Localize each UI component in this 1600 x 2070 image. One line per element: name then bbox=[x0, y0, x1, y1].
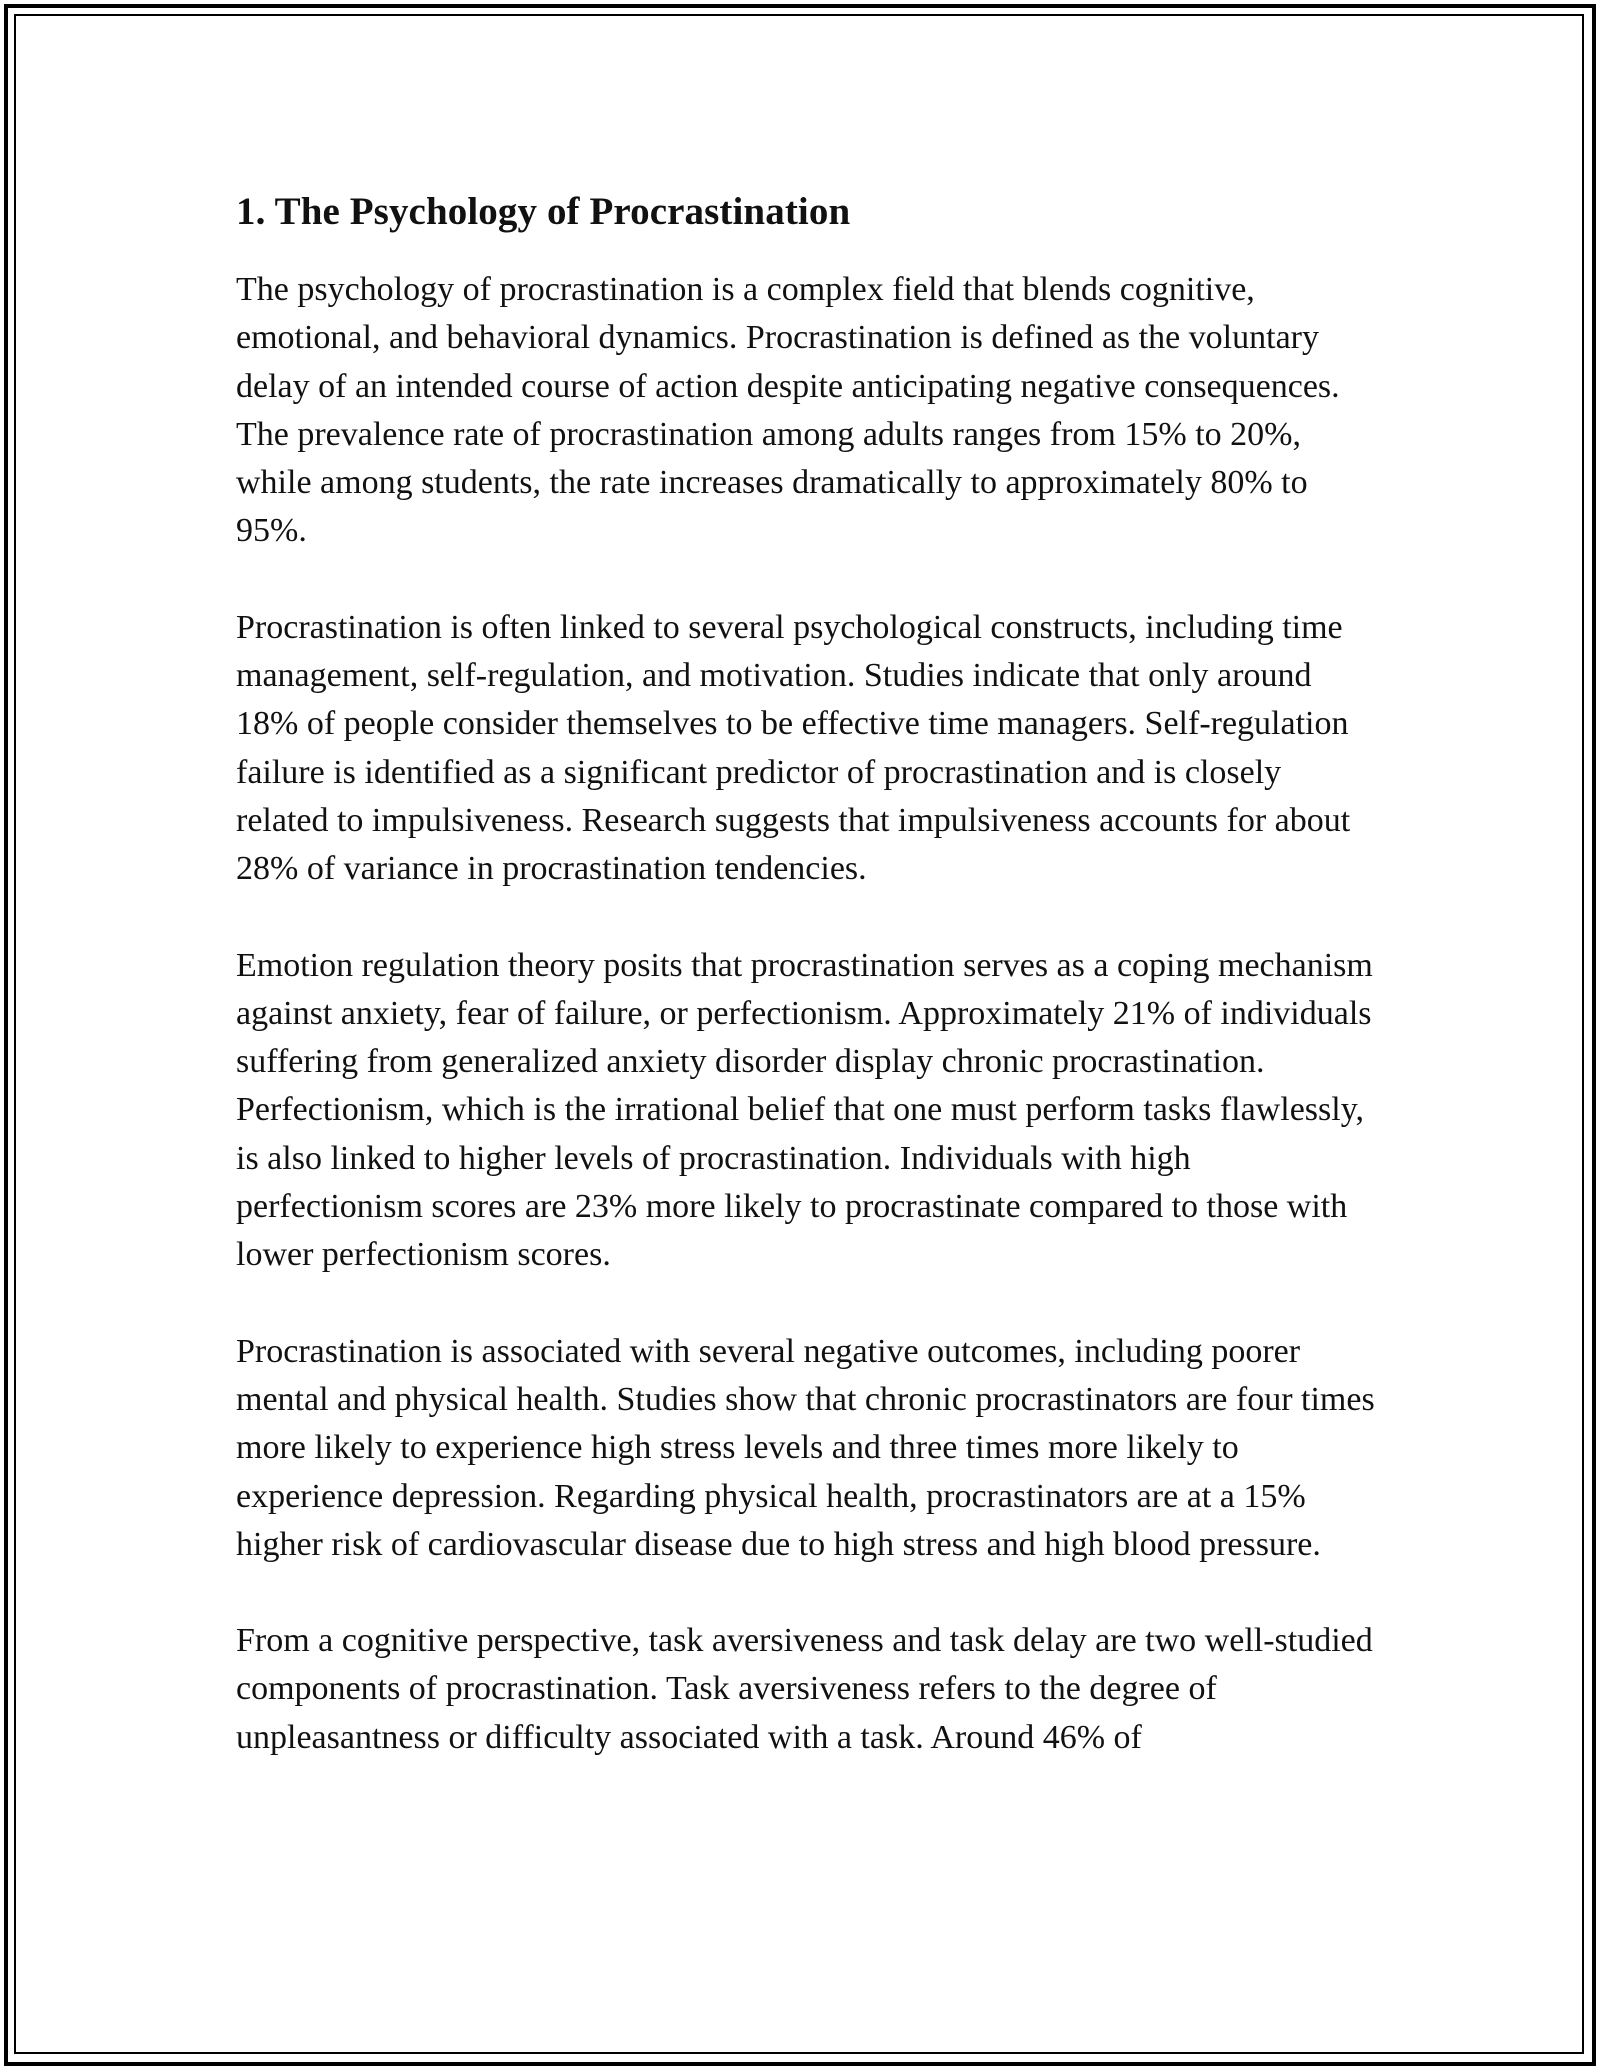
paragraph-emotion-regulation: Emotion regulation theory posits that procrastination serves as a coping mechanism against anxiety, fear of failure, or perfectionism. Approximately 21% of individuals suffering from generalized anxiety disorder display chronic procrastination. Perfectionism, which is the irrational belief that one must perform tasks flawlessly, is also linked to higher levels of procrastination. Individuals with high perfectionism scores are 23% more likely to procrastinate compared to those with lower perfectionism scores. bbox=[236, 946, 1373, 1274]
paragraph-cognitive-perspective: From a cognitive perspective, task aversiveness and task delay are two well-studied components of procrastination. Task aversiveness refers to the degree of unpleasantness or difficulty associated with a task. Around 46% of bbox=[236, 1622, 1373, 1756]
section-title: 1. The Psychology of Procrastination bbox=[236, 190, 851, 233]
paragraph-prevalence: The psychology of procrastination is a complex field that blends cognitive, emotional, and behavioral dynamics. Procrastination is defined as the voluntary delay of an intended course of action despite anticipating negative consequences. The prevalence rate of procrastination among adults ranges from 15% to 20%, while among students, the rate increases dramatically to approximately 80% to 95%. bbox=[236, 271, 1340, 550]
paragraph-negative-outcomes: Procrastination is associated with several negative outcomes, including poorer mental and physical health. Studies show that chronic procrastinators are four times more likely to experience high stress levels and three times more likely to experience depression. Regarding physical health, procrastinators are at a 15% higher risk of cardiovascular disease due to high stress and high blood pressure. bbox=[236, 1332, 1375, 1563]
paragraph-psychological-constructs: Procrastination is often linked to several psychological constructs, including time management, self-regulation, and motivation. Studies indicate that only around 18% of people consider themselves to be effective time managers. Self-regulation failure is identified as a significant predictor of procrastination and is closely related to impulsiveness. Research suggests that impulsiveness accounts for about 28% of variance in procrastination tendencies. bbox=[236, 608, 1351, 888]
document-body bbox=[236, 186, 1376, 1810]
